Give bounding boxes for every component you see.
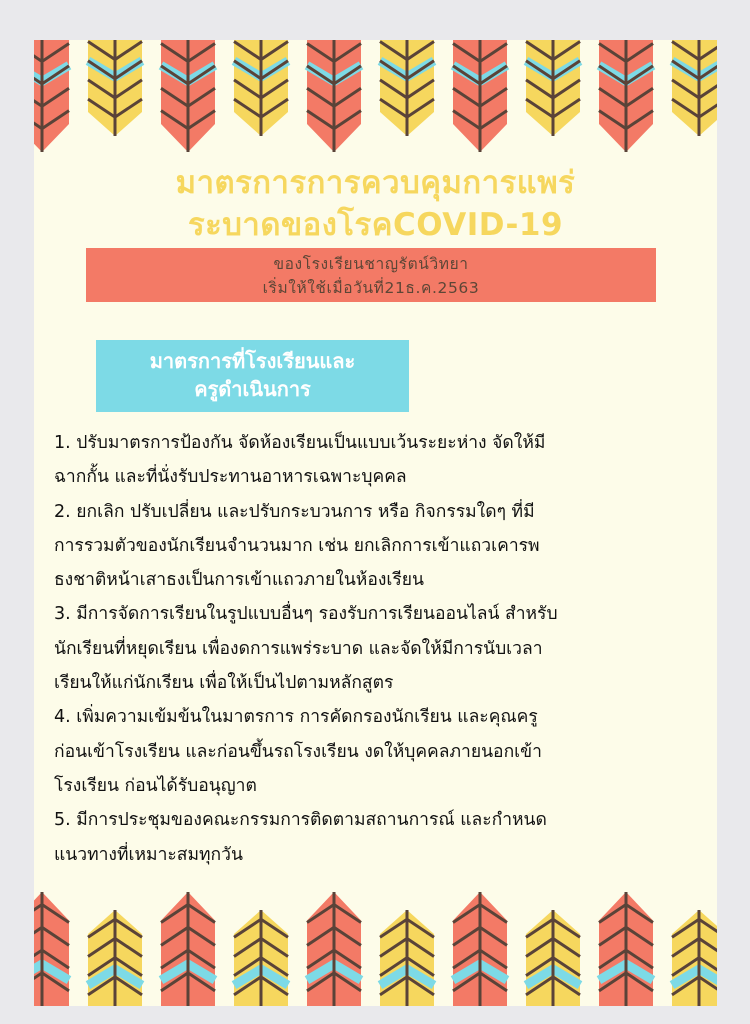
feather-icon [234,910,288,1006]
feather-icon [307,892,361,1006]
feather-icon [599,40,653,152]
feather-icon [88,910,142,1006]
feather-icon [161,892,215,1006]
measure-line: ธงชาติหน้าเสาธงเป็นการเข้าแถวภายในห้องเรียน [54,570,424,591]
poster-title-line-2: ระบาดของโรคCOVID-19 [187,207,564,243]
feather-icon [453,40,507,152]
feather-icon [34,40,69,152]
feather-icon [599,892,653,1006]
feather-icon [307,40,361,152]
feather-icon [161,40,215,152]
poster-title-line-1: มาตรการการควบคุมการแพร่ [175,165,576,201]
measure-item-1 [54,426,704,495]
feather-icon [526,40,580,136]
measure-line: เรียนให้แก่นักเรียน เพื่อให้เป็นไปตามหลักสูตร [54,673,394,694]
measure-line: 5. มีการประชุมของคณะกรรมการติดตามสถานการณ์ และกำหนด [54,810,547,831]
measure-line: ก่อนเข้าโรงเรียน และก่อนขึ้นรถโรงเรียน งดให้บุคคลภายนอกเข้า [54,741,542,762]
feather-icon [234,40,288,136]
subtitle-banner [86,248,656,302]
measure-line: 1. ปรับมาตรการป้องกัน จัดห้องเรียนเป็นแบบเว้นระยะห่าง จัดให้มี [54,433,546,453]
measure-item-3 [54,597,704,700]
measure-item-4 [54,700,704,803]
measure-line: 2. ยกเลิก ปรับเปลี่ยน และปรับกระบวนการ หรือ กิจกรรมใดๆ ที่มี [54,501,535,522]
effective-date: เริ่มให้ใช้เมื่อวันที่21ธ.ค.2563 [262,279,480,297]
measure-item-5 [54,803,704,872]
measure-line: ฉากกั้น และที่นั่งรับประทานอาหารเฉพาะบุคคล [54,467,407,488]
school-name: ของโรงเรียนชาญรัตน์วิทยา [273,255,469,273]
feather-border-bottom [34,892,717,1006]
section-heading [96,340,409,412]
poster [34,40,717,1006]
feather-icon [453,892,507,1006]
measure-line: 3. มีการจัดการเรียนในรูปแบบอื่นๆ รองรับการเรียนออนไลน์ สำหรับ [54,604,558,625]
measure-line: แนวทางที่เหมาะสมทุกวัน [54,844,243,865]
poster-title [34,162,717,246]
feather-icon [672,910,717,1006]
feather-icon [672,40,717,136]
feather-icon [380,40,434,136]
measure-item-2 [54,495,704,598]
measures-list [54,426,704,872]
measure-line: โรงเรียน ก่อนได้รับอนุญาต [54,775,257,796]
measure-line: 4. เพิ่มความเข้มข้นในมาตรการ การคัดกรองนักเรียน และคุณครู [54,707,538,728]
feather-icon [88,40,142,136]
section-heading-line-1: มาตรการที่โรงเรียนและ [149,349,356,373]
feather-icon [380,910,434,1006]
feather-border-top [34,40,717,155]
measure-line: การรวมตัวของนักเรียนจำนวนมาก เช่น ยกเลิกการเข้าแถวเคารพ [54,535,540,556]
measure-line: นักเรียนที่หยุดเรียน เพื่องดการแพร่ระบาด และจัดให้มีการนับเวลา [54,638,543,659]
feather-icon [526,910,580,1006]
feather-icon [34,892,69,1006]
section-heading-line-2: ครูดำเนินการ [194,377,311,401]
